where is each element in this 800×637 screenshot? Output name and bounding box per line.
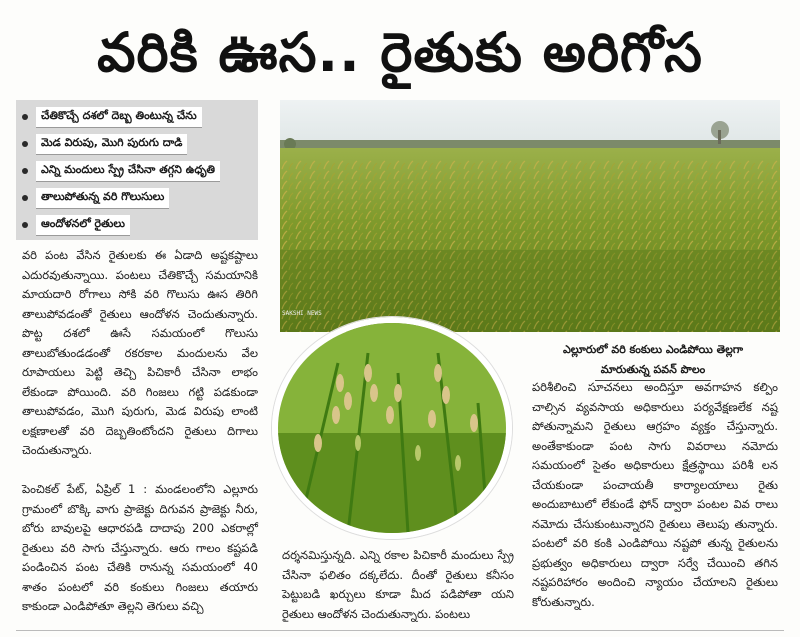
headline: వరికి ఊస.. రైతుకు అరిగోస	[97, 21, 703, 84]
bullet-icon	[22, 222, 28, 228]
paragraph: పరిశీలించి సూచనలు అందిస్తూ అవగాహన కల్పిం చాల్సిన వ్యవసాయ అధికారులు పర్యవేక్షణలేక నష్ట పోతున్నామని రైతులు ఆగ్రహం వ్యక్తం చేస్తున్నారు. అంతేకాకుండా పంట సాగు వివరాలు నమోదు సమయంలో సైతం అధికారులు క్షేత్రస్థాయి పరిశీ లన చేయకుండా పంచాయతీ కార్యాలయాలు రైతు అందుబాటులో లేకుండే ఫోన్ ద్వారా పంటల వివ రాలు నమోదు చేసుకుంటున్నారని రైతులు తెలుపు తున్నారు. పంటలో వరి కంకి ఎండిపోయి నష్టపో తున్న రైతులను ప్రభుత్వం అధికారులు ద్వారా సర్వే చేయించి తగిన నష్టపరిహారం అందించి న్యాయం చేయాలని రైతులు కోరుతున్నారు.	[532, 380, 778, 609]
bullet-icon	[22, 141, 28, 147]
caption-line-2: మారుతున్న పవన్ పొలం	[595, 360, 711, 381]
highlight-item: తాలుపోతున్న వరి గొలుసులు	[22, 187, 169, 209]
photo-caption	[528, 340, 778, 381]
paddy-field-photo	[280, 100, 780, 332]
article-body-col3	[532, 378, 778, 612]
highlights-box	[16, 100, 258, 240]
paragraph: దర్శనమిస్తున్నది. ఎన్ని రకాల పిచికారీ మందులు స్ప్రే చేసినా ఫలితం దక్కలేదు. దీంతో రైతులు కనీసం పెట్టుబడి ఖర్చులు కూడా మీద పడిపోతా యని రైతులు ఆందోళన చెందుతున్నారు. పంటలు	[282, 548, 514, 621]
paragraph: పెంచికల్ పేట్, ఏప్రిల్ 1 : మండలంలోని ఎల్లూరు గ్రామంలో బొక్కి వాగు ప్రాజెక్టు దిగువన ప్రాజెక్టు నీరు, బోరు బావులపై ఆధారపడి దాదాపు 200 ఎకరాల్లో రైతులు వరి సాగు చేస్తున్నారు. ఆరు గాలం కష్టపడి పండించిన పంట చేతికి రానున్న సమయంలో 40 శాతం పంటలో వరి కంకులు గింజలు తయారు కాకుండా ఎండిపోతూ తెల్లని తెగులు వచ్చి	[22, 482, 258, 613]
rice-closeup-photo	[272, 317, 512, 539]
photo-credit: SAKSHI NEWS	[282, 310, 322, 317]
paragraph: వరి పంట వేసిన రైతులకు ఈ ఏడాది అష్టకష్టాలు ఎదురవుతున్నాయి. పంటలు చేతికొచ్చే సమయానికి మాయదారి రోగాలు సోకి వరి గొలుసు ఊస తిరిగి తాలుపోవడంతో రైతులు ఆందోళన చెందుతున్నారు. పొట్ట దశలో ఊసే సమయంలో గొలుసు తాలుబోతుండడంతో రకరకాల మందులను వేల రూపాయలు పెట్టి తెచ్చి పిచికారీ చేసినా లాభం లేకుండా పోయింది. వరి గింజలు గట్టి పడకుండా తాలుపోవడం, మొగి పురుగు, మెడ విరుపు లాంటి లక్షణాలతో వరి దెబ్బతింటోందని రైతులు దిగాలు చెందుతున్నారు.	[22, 248, 258, 457]
highlight-item: ఆందోళనలో రైతులు	[22, 214, 130, 236]
article-body-col1-para2	[22, 480, 258, 617]
bullet-icon	[22, 168, 28, 174]
highlight-item: చేతికొచ్చే దశలో దెబ్బ తింటున్న చేను	[22, 106, 202, 128]
bullet-icon	[22, 195, 28, 201]
rice-closeup-image	[278, 323, 506, 533]
highlight-item: ఎన్ని మందులు స్ప్రే చేసినా తగ్గని ఉధృతి	[22, 160, 220, 182]
bottom-divider	[16, 630, 784, 631]
paddy-field-image	[280, 100, 780, 332]
article-body-col2	[282, 546, 514, 624]
article-body-col1-para1	[22, 246, 258, 461]
caption-line-1: ఎల్లూరులో వరి కంకులు ఎండిపోయి తెల్లగా	[562, 343, 744, 356]
highlight-item: మెడ విరుపు, మొగి పురుగు దాడి	[22, 133, 187, 155]
bullet-icon	[22, 114, 28, 120]
